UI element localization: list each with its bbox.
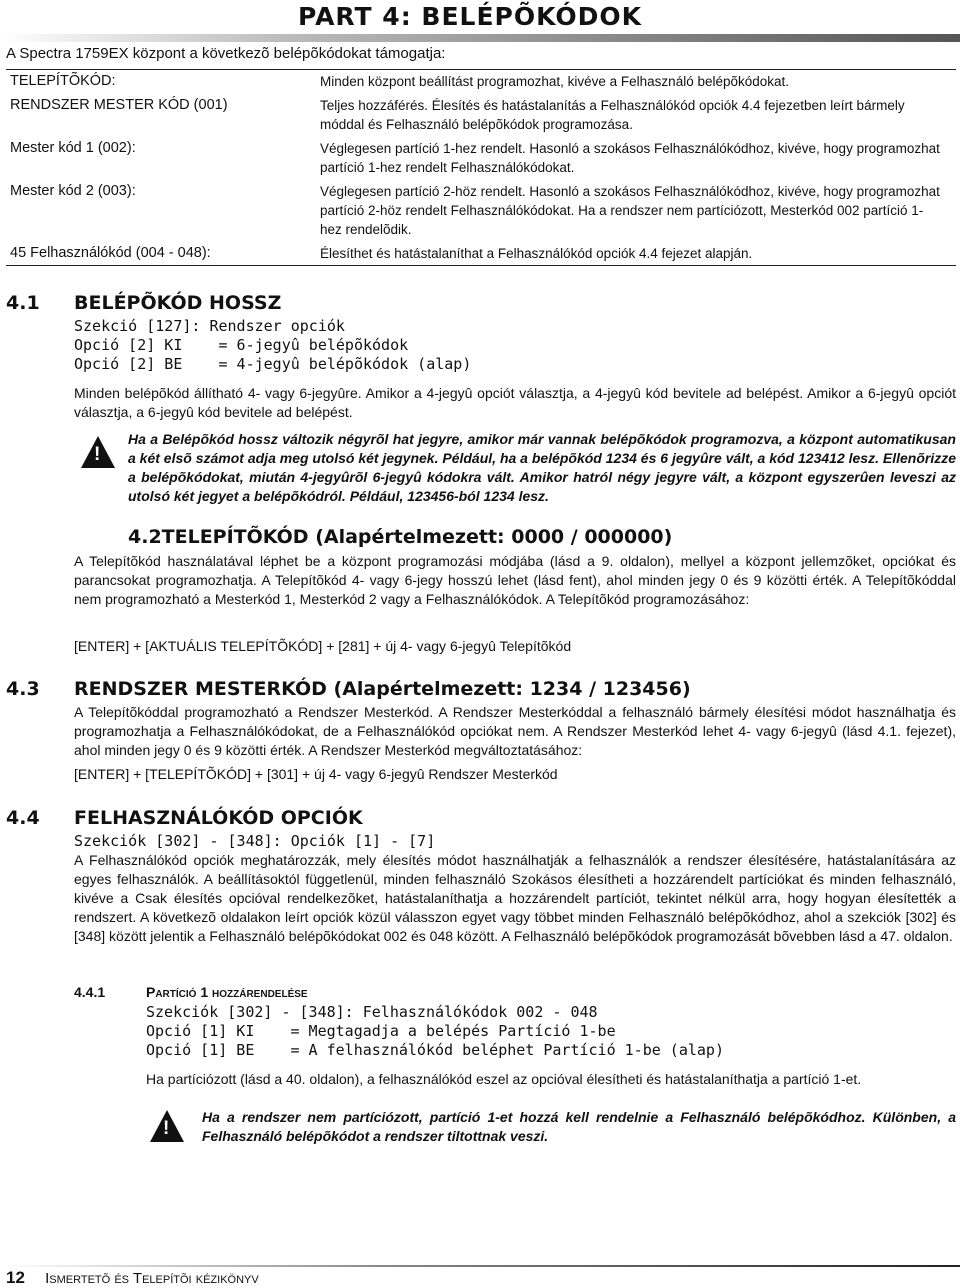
code-label: TELEPÍTÕKÓD: xyxy=(10,73,116,89)
section-4-3-title: RENDSZER MESTERKÓD (Alapértelmezett: 1234 / 123456) xyxy=(74,678,691,700)
table-row xyxy=(6,139,956,177)
section-4-3-command: [ENTER] + [TELEPÍTÕKÓD] + [301] + új 4- vagy 6-jegyû Rendszer Mesterkód xyxy=(74,766,558,782)
section-4-2-para: A Telepítõkód használatával léphet be a központ programozási módjába (lásd a 9. oldalon), mellyel a központ jellemzõket, opciókat és parancsokat programozhatja. A Telepítõkód 4- vagy 6-jegy hosszú lehet (lásd fent), ahol minden jegy 0 és 9 közötti érték. A Telepítõkóddal nem programozható a Mesterkód 1, Mesterkód 2 vagy a Felhasználókódok. A Telepítõkód programozásához: xyxy=(74,553,956,607)
table-row xyxy=(6,244,956,263)
section-4-1-sectionline: Szekció [127]: Rendszer opciók xyxy=(74,317,345,335)
section-4-4-1-para: Ha partíciózott (lásd a 40. oldalon), a felhasználókód eszel az opcióval élesítheti és hatástalaníthatja a partíció 1-et. xyxy=(146,1071,862,1087)
code-desc: Minden központ beállítást programozhat, kivéve a Felhasználó belépõkódokat. xyxy=(320,74,790,89)
section-4-2-title: 4.2TELEPÍTÕKÓD (Alapértelmezett: 0000 / 000000) xyxy=(128,526,673,548)
code-desc: Véglegesen partíció 2-höz rendelt. Hasonló a szokásos Felhasználókódhoz, kivéve, hogy programozhat partíció 2-höz rendelt Felhasználókódokat. Ha a rendszer nem partíciózott, Mesterkód 002 partíció 1-hez rendelõdik. xyxy=(320,184,940,237)
section-4-4-1-opt-off: Opció [1] KI = Megtagadja a belépés Partíció 1-be xyxy=(146,1022,616,1040)
section-4-1-title: BELÉPÕKÓD HOSSZ xyxy=(74,292,282,314)
section-4-4-number: 4.4 xyxy=(6,807,40,829)
warning-icon: ! xyxy=(150,1110,184,1142)
warning-icon: ! xyxy=(81,436,115,468)
code-label: 45 Felhasználókód (004 - 048): xyxy=(10,245,211,261)
code-table xyxy=(6,69,956,266)
code-label: RENDSZER MESTER KÓD (001) xyxy=(10,97,228,113)
section-4-1-opt-on: Opció [2] BE = 4-jegyû belépõkódok (alap) xyxy=(74,355,472,373)
section-4-1-opt-off: Opció [2] KI = 6-jegyû belépõkódok xyxy=(74,336,409,354)
section-4-1-para: Minden belépõkód állítható 4- vagy 6-jegyûre. Amikor a 4-jegyû opciót választja, a 4-jegyû kód bevitele ad belépést. Amikor a 6-jegyû opciót választja, a 6-jegyû kód bevitele ad belépést. xyxy=(74,385,956,420)
section-4-4-1-title: Partíció 1 hozzárendelése xyxy=(146,984,308,1000)
section-4-4-sectionline: Szekciók [302] - [348]: Opciók [1] - [7] xyxy=(74,832,436,850)
table-row xyxy=(6,72,956,91)
code-label: Mester kód 2 (003): xyxy=(10,183,136,199)
section-4-1-warning: Ha a Belépõkód hossz változik négyrõl hat jegyre, amikor már vannak belépõkódok programozva, a központ automatikusan a két elsõ számot adja meg utolsó két jegynek. Például, ha a belépõkód 1234 és 6 jegyûre vált, a kód 123412 lesz. Ellenõrizze a belépõkódokat, miután 4-jegyûrõl 6-jegyû kódokra vált. Amikor hatról négy jegyre vált, a központ egyszerûen leveszi az utolsó két jegyet a belépõkódról. Például, 123456-ból 1234 lesz. xyxy=(128,431,956,504)
table-row xyxy=(6,96,956,134)
code-desc: Teljes hozzáférés. Élesítés és hatástalanítás a Felhasználókód opciók 4.4 fejezetben leírt bármely móddal és Felhasználó belépõkódok programozása. xyxy=(320,98,905,132)
code-label: Mester kód 1 (002): xyxy=(10,140,136,156)
footer-rule xyxy=(0,1265,960,1267)
section-4-4-1-warning: Ha a rendszer nem partíciózott, partíció 1-et hozzá kell rendelnie a Felhasználó belépõkódhoz. Különben, a Felhasználó belépõkódot a rendszer tiltottnak veszi. xyxy=(202,1109,956,1144)
page-number: 12 xyxy=(6,1268,25,1287)
section-4-3-para: A Telepítõkóddal programozható a Rendszer Mesterkód. A Rendszer Mesterkóddal a felhasználó bármely élesítési módot használhatja és programozhatja a Felhasználókódokat, de a Felhasználókód opciókat nem. A Rendszer Mesterkód lehet 4- vagy 6-jegyû (lásd 4.1. fejezet), ahol minden jegy 0 és 9 közötti érték. A Rendszer Mesterkód megváltoztatásához: xyxy=(74,704,956,758)
section-4-4-1-sectionline: Szekciók [302] - [348]: Felhasználókódok 002 - 048 xyxy=(146,1003,598,1021)
section-4-4-para: A Felhasználókód opciók meghatározzák, mely élesítés módot használhatják a felhasználók a rendszer élesítésére, hatástalanítására az egyes felhasználók. A beállításoktól függetlenül, minden felhasználó Szokásos élesítheti a hozzárendelt partíciókat és minden felhasználó, kivéve a Csak élesítés opcióval rendelkezõket, hatástalaníthatja a hozzárendelt partíciót, tekintet nélkül arra, hogy hogyan élesítették a rendszert. A következõ oldalakon leírt opciók közül válasszon egyet vagy többet minden Felhasználó belépõkódhoz, ahol a szekciók [302] és [348] között jelentik a Felhasználó belépõkódokat 002 és 048 között. A Felhasználó belépõkódok programozását bõvebben lásd a 47. oldalon. xyxy=(74,852,956,944)
section-4-1-number: 4.1 xyxy=(6,292,40,314)
section-4-3-number: 4.3 xyxy=(6,678,40,700)
intro-text: A Spectra 1759EX központ a következõ belépõkódokat támogatja: xyxy=(6,45,446,62)
section-4-4-1-number: 4.4.1 xyxy=(74,984,106,1000)
footer xyxy=(6,1268,259,1288)
part-title: PART 4: BELÉPÕKÓDOK xyxy=(298,2,642,31)
header-rule xyxy=(0,34,960,42)
code-desc: Véglegesen partíció 1-hez rendelt. Hasonló a szokásos Felhasználókódhoz, kivéve, hogy programozhat partíció 1-hez rendelt Felhasználókódokat. xyxy=(320,141,940,175)
code-desc: Élesíthet és hatástalaníthat a Felhasználókód opciók 4.4 fejezet alapján. xyxy=(320,246,753,261)
section-4-2-command: [ENTER] + [AKTUÁLIS TELEPÍTÕKÓD] + [281] + új 4- vagy 6-jegyû Telepítõkód xyxy=(74,638,572,654)
section-4-4-1-opt-on: Opció [1] BE = A felhasználókód beléphet Partíció 1-be (alap) xyxy=(146,1041,724,1059)
section-4-4-title: FELHASZNÁLÓKÓD OPCIÓK xyxy=(74,807,363,829)
table-row xyxy=(6,182,956,239)
footer-title: Ismertetõ és Telepítõi kézikönyv xyxy=(45,1270,259,1287)
